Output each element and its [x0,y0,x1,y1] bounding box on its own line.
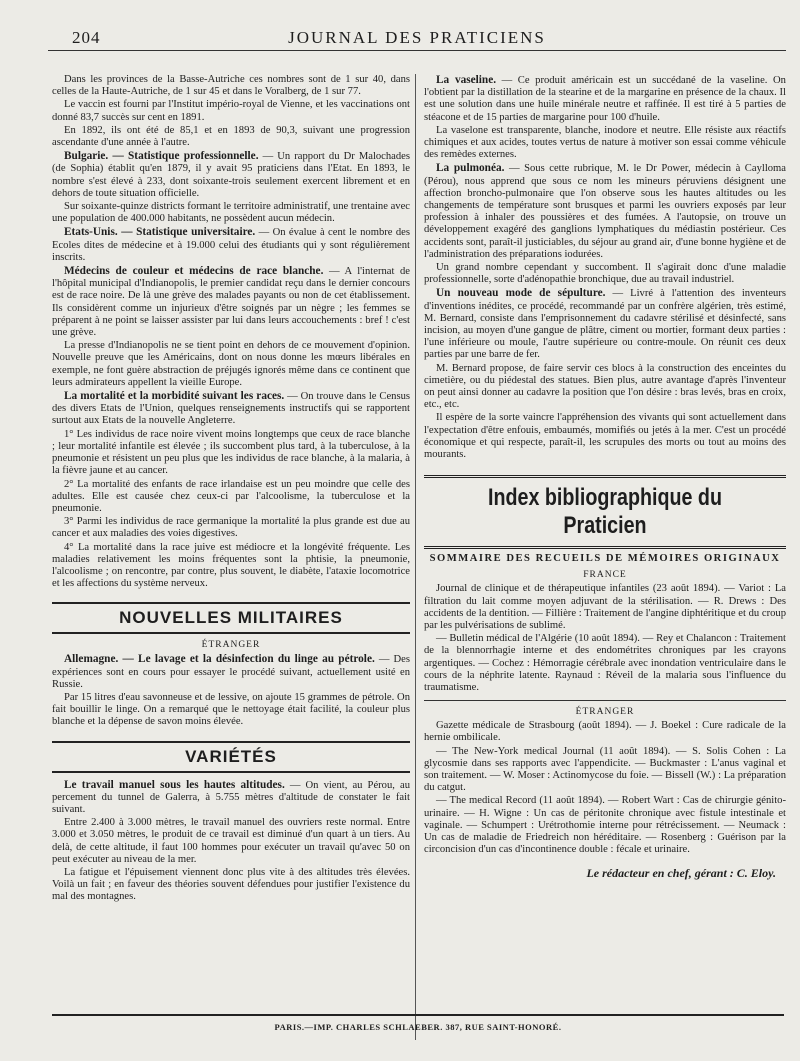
paragraph-medecins [52,265,410,339]
paragraph: 3° Parmi les individus de race germanique la mortalité la plus grande est due au cancer et aux maladies des voies digestives. [52,516,410,540]
paragraph-vaseline [424,74,786,124]
paragraph-text: — On trouve dans le Census des divers Etats de l'Union, quelques renseignements instructifs qui se rapportent surtout aux Etats de la nouvelle Angleterre. [52,391,410,427]
paragraph-pulmonea [424,162,786,261]
paragraph-text: — Un rapport du Dr Malochades (de Sophia) établit qu'en 1879, il y avait 95 praticiens dans l'Etat. En 1893, le nombre s'est élevé à 233, dont soixante-trois seulement exercent librement et en dehors de toute situation officielle. [52,151,411,199]
paragraph: 2° La mortalité des enfants de race irlandaise est un peu moindre que celle des adultes. Elle est causée chez ceux-ci par l'alcoolisme, la tuberculose et la pneumonie. [52,478,410,514]
rubric-heading: La pulmonéa. [436,162,505,175]
editor-signature: Le rédacteur en chef, gérant : C. Eloy. [586,866,776,881]
paragraph-text: — Sous cette rubrique, M. le Dr Power, médecin à Caylloma (Pérou), nous apprend que sous ce nom les mineurs péruviens désignent une affection broncho-pulmonaire que l'on observe sous les hautes altitudes ou les changements de température sont brusques et parmi les ouvriers exposés par leur profession à inhaler des poussières et des fumées. A l'autopsie, on trouve un développement exagéré des ganglions lymphatiques du médiastin postérieur. Ces accidents sont, paraît-il justiciables, du séjour au grand air, d'une bonne hygiène et de l'administration des préparations iodurées. [424,163,787,260]
paragraph: La presse d'Indianopolis ne se tient point en dehors de ce mouvement d'opinion. Nouvelle preuve que les Américains, dont on nous donne les mœurs libérales en exemple, ne font guère abstraction de préjugés ignorés même dans ce continent que leurs admirateurs appellent la vieille Europe. [52,340,410,388]
right-column [424,74,786,881]
section-header-military [52,602,410,634]
paragraph-text: — Des expériences sont en cours pour essayer le procédé suivant, actuellement usité en Russie. [52,654,410,690]
paragraph-etats-unis [52,226,410,264]
index-header [424,475,786,549]
printer-imprint: PARIS.—IMP. CHARLES SCHLAEBER. 387, RUE SAINT-HONORÉ. [52,1014,784,1032]
page-number: 204 [72,28,101,47]
paragraph: Il espère de la sorte vaincre l'appréhension des vivants qui sont actuellement dans l'expectation d'être enfouis, embaumés, momifiés ou jetés à la mer. C'est un procédé économique et qui respecte, paraît-il, les scrupules des morts ou tout au moins des mourants. [424,412,786,461]
paragraph-text: — On évalue à cent le nombre des Ecoles dites de médecine et à 19.000 celui des étudiants qui y sont régulièrement inscrits. [52,227,410,263]
paragraph: Un grand nombre cependant y succombent. Il s'agirait donc d'une maladie professionnelle, sorte d'adénopathie bronchique, due au travail industriel. [424,262,786,286]
paragraph: Dans les provinces de la Basse-Autriche ces nombres sont de 1 sur 40, dans celles de la Haute-Autriche, de 1 sur 45 et dans le Voralberg, de 1 sur 77. [52,74,410,98]
section-header-varietes [52,741,410,773]
paragraph-allemagne [52,653,410,691]
paragraph: En 1892, ils ont été de 85,1 et en 1893 de 90,3, suivant une progression ascendante d'une année à l'autre. [52,124,410,149]
paragraph-sepulture [424,287,786,361]
paragraph-mortalite [52,390,410,428]
bibliography-entry: Gazette médicale de Strasbourg (août 1894). — J. Boekel : Cure radicale de la hernie ombilicale. [424,720,786,744]
rubric-heading: La vaseline. [436,74,497,86]
bibliography-entry: Journal de clinique et de thérapeutique infantiles (23 août 1894). — Variot : La filtration du lait comme moyen adjuvant de la stérilisation. — R. Drews : Des accidents de la dentition. — Fillière : Traitement de l'angine diphtéritique et du croup par les pulvérisations de sublimé. [424,583,786,631]
paragraph: 1° Les individus de race noire vivent moins longtemps que ceux de race blanche ; leur mortalité infantile est élevée ; ils succombent plus tard, à la tuberculose, à la pneumonie et résistent un peu plus que les individus de race blanche, à la malaria, à la fièvre jaune et au cancer. [52,428,410,477]
etranger-label: ÉTRANGER [575,707,635,718]
journal-title: JOURNAL DES PRATICIENS [288,28,546,47]
rubric-heading: La mortalité et la morbidité suivant les races. [64,390,285,403]
article-columns [52,74,787,1061]
running-head [48,0,786,51]
paragraph-text: — Ce produit américain est un succédané de la vaseline. On l'obtient par la distillation de la stearine et de la margarine en présence de la chaux. Il est une solution dans une huile minérale neutre et raffinée. Il est tiré à 5 parties de stéacone et de 15 parties de margarine pour 100 d'huile. [424,75,786,123]
paragraph: Sur soixante-quinze districts formant le territoire administratif, une trentaine avec une population de 400.000 habitants, ne possèdent aucun médecin. [52,201,410,225]
bibliography-france [424,583,786,694]
rubric-heading: Un nouveau mode de sépulture. [436,287,606,300]
france-label: FRANCE [583,570,627,581]
rubric-heading: Bulgarie. — Statistique professionnelle. [64,150,259,163]
divider-rule [424,700,786,701]
index-title: Index bibliographique du Praticien [488,484,722,540]
paragraph: Le vaccin est fourni par l'Institut império-royal de Vienne, et les vaccinations ont donné 83,7 succès sur cent en 1891. [52,99,410,123]
paragraph: M. Bernard propose, de faire servir ces blocs à la construction des enceintes du cimetière, ou du piédestal des statues. Bien plus, autre avantage d'après l'inventeur on peut ainsi donner au cadavre la position que l'on désire : bras levés, bras en croix, etc., etc. [424,362,786,411]
bibliography-entry: — The medical Record (11 août 1894). — Robert Wart : Cas de chirurgie génito-urinaire. — H. Wigne : Un cas de péritonite chronique avec fistule intestinale et vaginale. — Schumpert : Urétrothomie interne pour rétrécissement. — Neumack : Un cas de maladie de Friedreich non héréditaire. — Rosenberg : Guérison par la circoncision d'un cas d'incontinence double : fécale et urinaire. [424,795,786,856]
paragraph: La fatigue et l'épuisement viennent donc plus vite à des altitudes très élevées. Voilà un fait ; en faveur des théories souvent défendues pour justifier l'existence du mal des montagnes. [52,866,410,903]
section-title: VARIÉTÉS [185,746,277,766]
paragraph: 4° La mortalité dans la race juive est médiocre et la longévité fréquente. Les maladies relativement les moins fréquentes sont la phtisie, la pneumonie, l'alcoolisme ; on rencontre, par contre, plus souvent, le diabète, l'ataxie locomotrice et les affections du système nerveux. [52,541,410,590]
bibliography-etranger [424,720,786,856]
bibliography-entry: — Bulletin médical de l'Algérie (10 août 1894). — Rey et Chalancon : Traitement de la blennorrhagie interne et des endométrites chroniques par les crayons argentiques. — Cochez : Hémorragie cérébrale avec inondation ventriculaire dans le cours de la néphrite latente. Raynaud : Réveil de la malaria sous l'influence du traumatisme. [424,633,786,693]
paragraph-text: — On vient, au Pérou, au percement du tunnel de Galerra, à 5.755 mètres d'altitude de constater le fait suivant. [52,779,410,815]
paragraph-text: — Livré à l'attention des inventeurs d'inventions inédites, ce procédé, recommandé par un confrère algérien, très estimé, M. Bernard, consiste dans l'emprisonnement du cadavre stérilisé et désinfecté, sans incision, au moyen d'une gangue de plâtre, ciment ou mortier, formant deux parties : l'une inférieure ou moule, l'autre supérieure ou contre-moule. On réunit ces deux parties par une barre de fer. [424,288,786,361]
section-subhead: ÉTRANGER [201,640,261,651]
paragraph: La vaselone est transparente, blanche, inodore et neutre. Elle résiste aux réactifs chimiques et aux acides, toutes vertus de nature à motiver son essai comme véhicule des remèdes externes. [424,124,786,161]
rubric-heading: Etats-Unis. — Statistique universitaire. [64,226,256,239]
paragraph-text: — A l'internat de l'hôpital municipal d'Indianopolis, le premier candidat reçu dans le dernier concours est de race noire. De là une grève des malades payants ou non de cet établissement. Ils considèrent comme un injurieux d'être soignés par un nègre ; les femmes se préparent à ne point se laisser assister par lui dans leurs accouchements : bref ! c'est une grève. [52,266,410,339]
index-subtitle: SOMMAIRE DES RECUEILS DE MÉMOIRES ORIGINAUX [429,553,781,565]
paragraph: Entre 2.400 à 3.000 mètres, le travail manuel des ouvriers reste normal. Entre 3.000 et 3.050 mètres, le produit de ce travail est diminué d'un quart à un tiers. Au delà, de cette altitude, il faut 100 hommes pour exécuter un travail qu'avec 50 on peut exécuter au niveau de la mer. [52,817,410,865]
paragraph-bulgarie [52,150,410,200]
rubric-heading: Le travail manuel sous les hautes altitudes. [64,778,285,791]
section-title: NOUVELLES MILITAIRES [119,608,343,628]
paragraph: Par 15 litres d'eau savonneuse et de lessive, on ajoute 15 grammes de pétrole. On fait bouillir le linge. On a remarqué que le nettoyage était facilité, la couleur plus blanche et la dépense de savon moins élevée. [52,691,410,728]
rubric-heading: Allemagne. — Le lavage et la désinfection du linge au pétrole. [64,653,375,666]
left-column [52,74,410,905]
column-divider [415,74,416,1040]
paragraph-travail [52,779,410,817]
bibliography-entry: — The New-York medical Journal (11 août 1894). — S. Solis Cohen : La glycosmie dans ses rapports avec l'appendicite. — Buckmaster : L'anus vaginal et son traitement. — W. Moser : Actinomycose du foie. — Bissell (W.) : La préparation du catgut. [424,745,786,794]
rubric-heading: Médecins de couleur et médecins de race blanche. [64,265,324,278]
